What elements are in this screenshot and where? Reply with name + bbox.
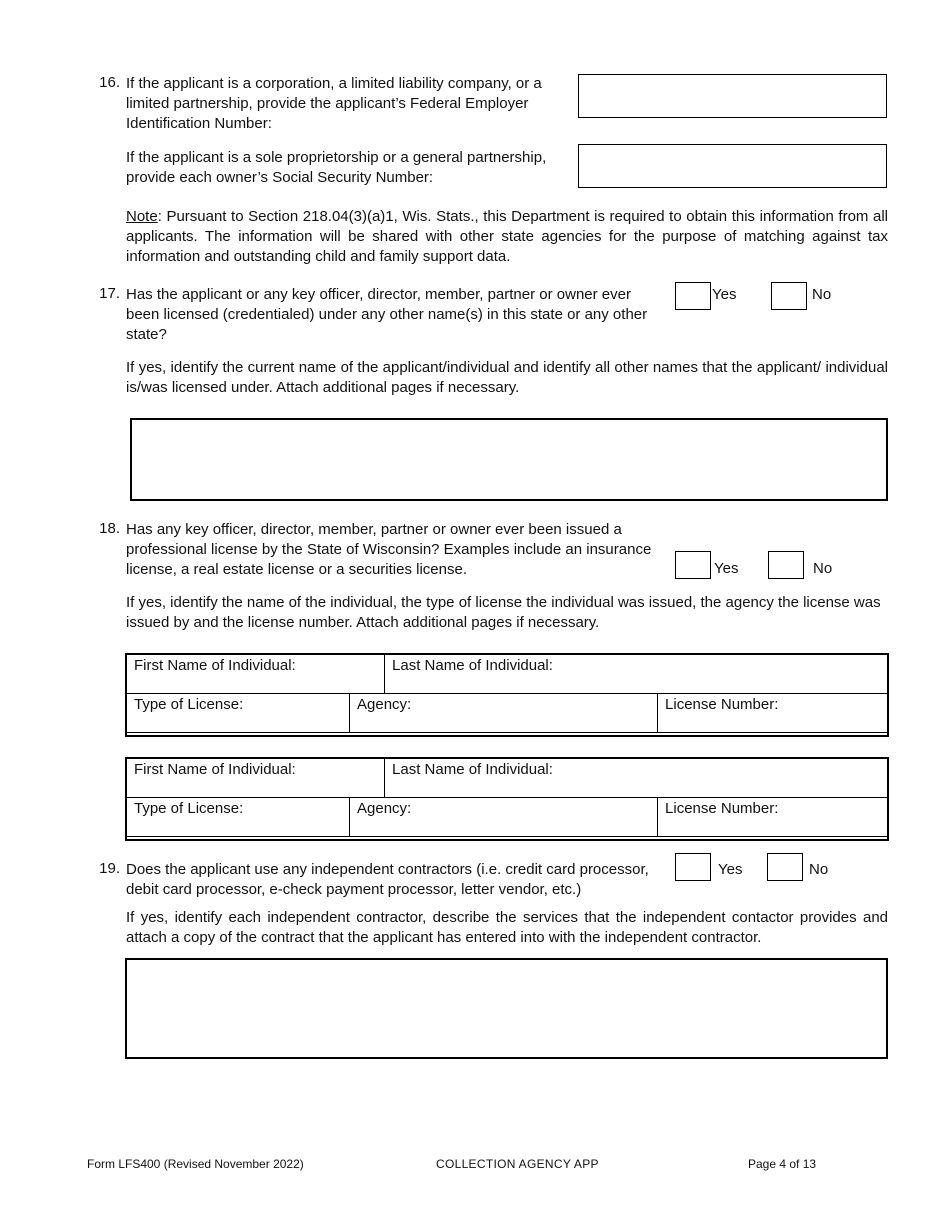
q17-number: 17. <box>99 285 120 302</box>
q16-note <box>126 207 888 267</box>
q17-yes-label: Yes <box>712 286 737 303</box>
agency-field[interactable]: Agency: <box>350 694 658 733</box>
q16-text: If the applicant is a corporation, a limited liability company, or a limited partnership, provide the applicant’s Federal Employer Identification Number: <box>126 75 542 132</box>
q19-text: Does the applicant use any independent contractors (i.e. credit card processor, debit card processor, e-check payment processor, letter vendor, etc.) <box>126 861 649 898</box>
footer-page: Page 4 of 13 <box>748 1157 817 1171</box>
license-number-field[interactable]: License Number: <box>658 798 889 837</box>
q17-no-label: No <box>812 286 832 303</box>
q16-text2: If the applicant is a sole proprietorship or a general partnership, provide each owner’s Social Security Number: <box>126 149 547 186</box>
q18-text: Has any key officer, director, member, partner or owner ever been issued a professional license by the State of Wisconsin? Examples include an insurance license, a real estate license or a securities license. <box>126 521 652 578</box>
agency-field[interactable]: Agency: <box>350 798 658 837</box>
note-text: : Pursuant to Section 218.04(3)(a)1, Wis. Stats., this Department is required to obtain this information from all applicants. The information will be shared with other state agencies for the purpose of matching against tax information and outstanding child and family support data. <box>126 208 888 265</box>
q18-followup: If yes, identify the name of the individual, the type of license the individual was issued, the agency the license was issued by and the license number. Attach additional pages if necessary. <box>126 594 881 631</box>
license-table-2 <box>126 758 889 837</box>
q19-no-label: No <box>809 861 829 878</box>
license-type-field[interactable]: Type of License: <box>127 694 350 733</box>
q19-followup: If yes, identify each independent contractor, describe the services that the independent contactor provides and attach a copy of the contract that the applicant has entered into with the independent contractor. <box>126 909 888 946</box>
q17-no-checkbox[interactable] <box>771 282 807 310</box>
q19-answer-box[interactable] <box>125 958 888 1059</box>
first-name-field[interactable]: First Name of Individual: <box>127 759 385 798</box>
last-name-field[interactable]: Last Name of Individual: <box>385 655 889 694</box>
q18-no-label: No <box>813 560 833 577</box>
note-label: Note <box>126 208 158 225</box>
last-name-field[interactable]: Last Name of Individual: <box>385 759 889 798</box>
q17-answer-box[interactable] <box>130 418 888 501</box>
q19-number: 19. <box>99 860 120 877</box>
q16-number: 16. <box>99 74 120 91</box>
q17-text: Has the applicant or any key officer, director, member, partner or owner ever been licensed (credentialed) under any other name(s) in this state or any other state? <box>126 286 648 343</box>
q19-yes-checkbox[interactable] <box>675 853 711 881</box>
license-type-field[interactable]: Type of License: <box>127 798 350 837</box>
q18-yes-label: Yes <box>714 560 739 577</box>
footer-form-id: Form LFS400 (Revised November 2022) <box>87 1157 304 1171</box>
q18-yes-checkbox[interactable] <box>675 551 711 579</box>
license-table-1 <box>126 654 889 733</box>
q17-followup: If yes, identify the current name of the applicant/individual and identify all other names that the applicant/ individual is/was licensed under. Attach additional pages if necessary. <box>126 359 888 396</box>
q19-no-checkbox[interactable] <box>767 853 803 881</box>
q17-yes-checkbox[interactable] <box>675 282 711 310</box>
license-number-field[interactable]: License Number: <box>658 694 889 733</box>
q18-number: 18. <box>99 520 120 537</box>
q19-yes-label: Yes <box>718 861 743 878</box>
ssn-input[interactable] <box>578 144 887 188</box>
footer-title: COLLECTION AGENCY APP <box>436 1157 599 1171</box>
first-name-field[interactable]: First Name of Individual: <box>127 655 385 694</box>
q18-no-checkbox[interactable] <box>768 551 804 579</box>
fein-input[interactable] <box>578 74 887 118</box>
